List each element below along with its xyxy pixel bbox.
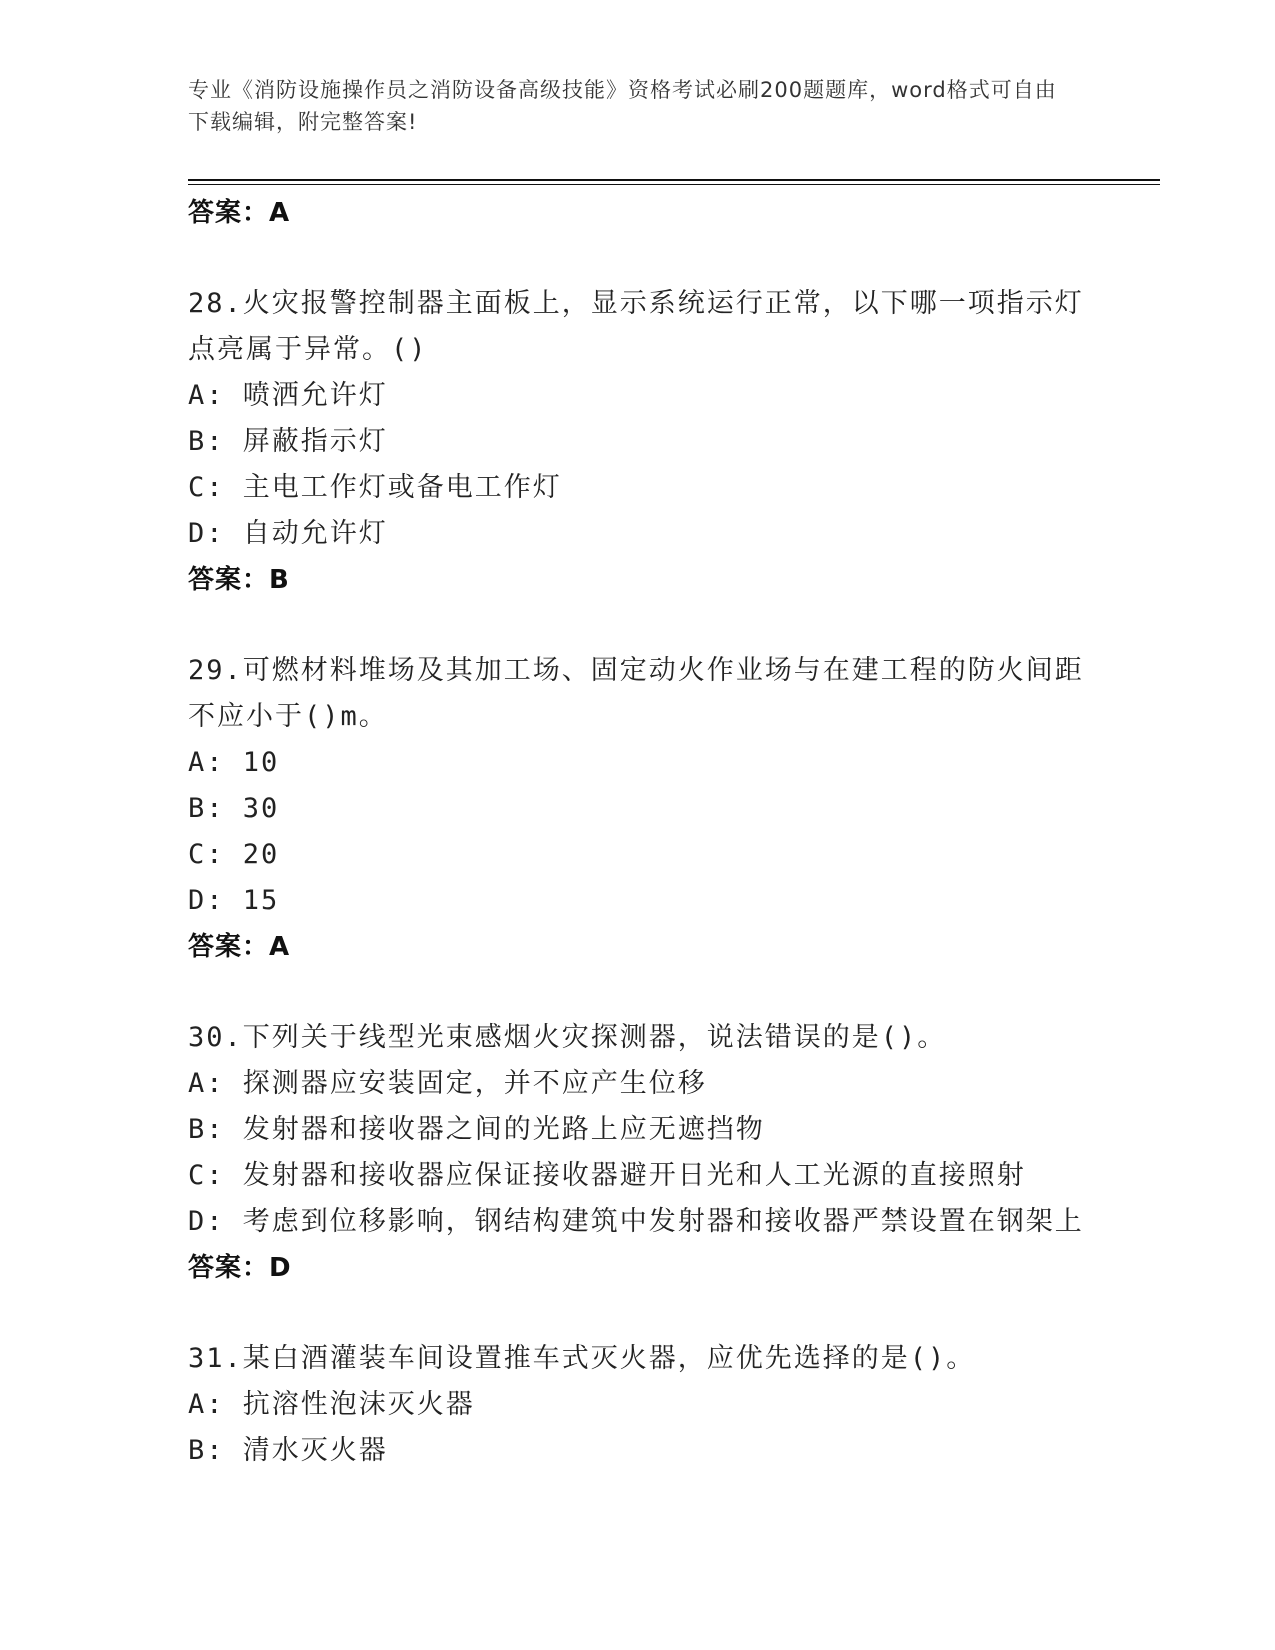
option-d: D: 自动允许灯 bbox=[188, 518, 388, 549]
option-a: A: 探测器应安装固定，并不应产生位移 bbox=[188, 1068, 707, 1099]
question-29 bbox=[188, 648, 1088, 970]
option-b: B: 屏蔽指示灯 bbox=[188, 426, 388, 457]
question-31 bbox=[188, 1336, 1088, 1474]
option-a: A: 10 bbox=[188, 747, 280, 778]
answer-line bbox=[188, 1245, 1088, 1291]
option-c: C: 主电工作灯或备电工作灯 bbox=[188, 472, 562, 503]
answer-value: A bbox=[269, 198, 291, 228]
option-a: A: 喷洒允许灯 bbox=[188, 380, 388, 411]
header-divider-thin bbox=[188, 184, 1160, 185]
question-stem: 30.下列关于线型光束感烟火灾探测器，说法错误的是()。 bbox=[188, 1022, 947, 1053]
document-body bbox=[188, 190, 1088, 1474]
option-b: B: 清水灭火器 bbox=[188, 1435, 388, 1466]
question-stem: 29.可燃材料堆场及其加工场、固定动火作业场与在建工程的防火间距不应小于()m。 bbox=[188, 655, 1084, 732]
option-b: B: 发射器和接收器之间的光路上应无遮挡物 bbox=[188, 1114, 765, 1145]
answer-label: 答案： bbox=[188, 565, 270, 595]
question-28 bbox=[188, 281, 1088, 603]
option-c: C: 20 bbox=[188, 839, 280, 870]
answer-line bbox=[188, 557, 1088, 603]
answer-label: 答案： bbox=[188, 1253, 270, 1283]
answer-line-27 bbox=[188, 190, 1088, 236]
option-d: D: 考虑到位移影响，钢结构建筑中发射器和接收器严禁设置在钢架上 bbox=[188, 1206, 1084, 1237]
option-d: D: 15 bbox=[188, 885, 280, 916]
answer-label: 答案： bbox=[188, 198, 270, 228]
answer-value: A bbox=[269, 932, 291, 962]
question-30 bbox=[188, 1015, 1088, 1291]
question-stem: 28.火灾报警控制器主面板上，显示系统运行正常，以下哪一项指示灯点亮属于异常。() bbox=[188, 288, 1084, 365]
answer-value: B bbox=[269, 565, 290, 595]
header-divider-thick bbox=[188, 179, 1160, 181]
option-a: A: 抗溶性泡沫灭火器 bbox=[188, 1389, 475, 1420]
document-header: 专业《消防设施操作员之消防设备高级技能》资格考试必刷200题题库，word格式可自由下载编辑，附完整答案! bbox=[188, 78, 1057, 134]
option-b: B: 30 bbox=[188, 793, 280, 824]
option-c: C: 发射器和接收器应保证接收器避开日光和人工光源的直接照射 bbox=[188, 1160, 1026, 1191]
answer-label: 答案： bbox=[188, 932, 270, 962]
answer-value: D bbox=[269, 1253, 292, 1283]
answer-line bbox=[188, 924, 1088, 970]
question-stem: 31.某白酒灌装车间设置推车式灭火器，应优先选择的是()。 bbox=[188, 1343, 976, 1374]
